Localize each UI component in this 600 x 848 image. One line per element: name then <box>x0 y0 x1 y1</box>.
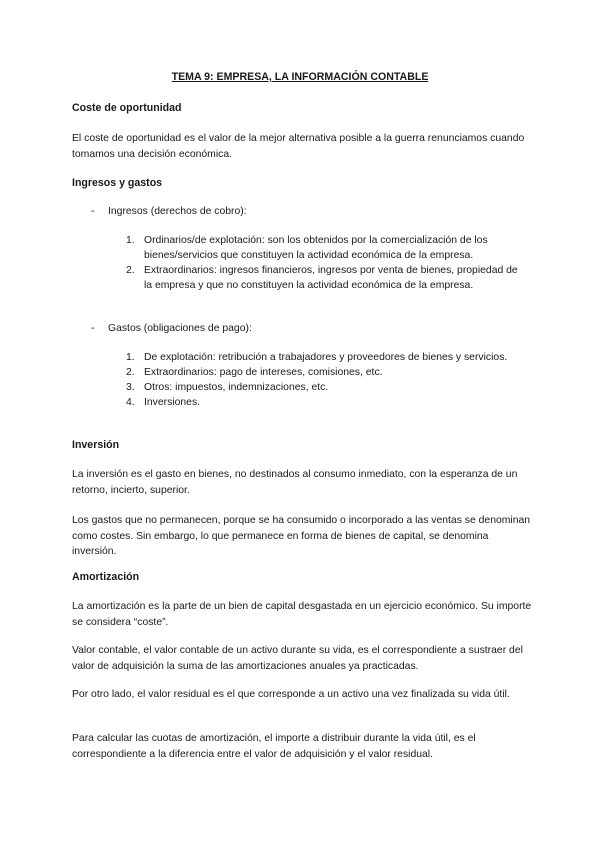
heading-inversion: Inversión <box>72 439 120 451</box>
heading-coste-oportunidad: Coste de oportunidad <box>72 102 182 114</box>
list-number: 1. <box>126 235 135 246</box>
bullet-gastos <box>91 321 252 337</box>
paragraph-amortizacion-4: Para calcular las cuotas de amortización, el importe a distribuir durante la vida útil, es el correspondiente a la diferencia entre el valor de adquisición y el valor residual. <box>72 733 476 760</box>
list-item <box>126 263 526 293</box>
list-item-text: Otros: impuestos, indemnizaciones, etc. <box>144 382 329 393</box>
heading-ingresos-gastos: Ingresos y gastos <box>72 177 163 189</box>
list-number: 3. <box>126 382 135 393</box>
bullet-gastos-label: Gastos (obligaciones de pago): <box>108 323 252 334</box>
list-item-text: Extraordinarios: ingresos financieros, ingresos por venta de bienes, propiedad de la empresa y que no constituyen la actividad económica de la empresa. <box>144 265 518 291</box>
list-item-text: De explotación: retribución a trabajadores y proveedores de bienes y servicios. <box>144 352 508 363</box>
list-item-text: Inversiones. <box>144 397 201 408</box>
bullet-dash: - <box>91 206 95 217</box>
bullet-ingresos <box>91 204 247 220</box>
list-item <box>126 380 526 395</box>
heading-amortizacion: Amortización <box>72 571 140 583</box>
list-item-text: Ordinarios/de explotación: son los obtenidos por la comercialización de los bienes/servicios que constituyen la actividad económica de la empresa. <box>144 235 488 261</box>
document-title: TEMA 9: EMPRESA, LA INFORMACIÓN CONTABLE <box>171 71 429 83</box>
list-item <box>126 365 526 380</box>
list-number: 1. <box>126 352 135 363</box>
list-item <box>126 395 526 410</box>
paragraph-amortizacion-3: Por otro lado, el valor residual es el que corresponde a un activo una vez finalizada su vida útil. <box>72 689 510 700</box>
list-item <box>126 350 526 365</box>
paragraph-coste-oportunidad: El coste de oportunidad es el valor de la mejor alternativa posible a la guerra renunciamos cuando tomamos una decisión económica. <box>72 133 525 160</box>
bullet-ingresos-label: Ingresos (derechos de cobro): <box>108 206 247 217</box>
list-number: 2. <box>126 367 135 378</box>
list-item-text: Extraordinarios: pago de intereses, comisiones, etc. <box>144 367 383 378</box>
list-ingresos <box>126 233 526 293</box>
paragraph-amortizacion-2: Valor contable, el valor contable de un activo durante su vida, es el correspondiente a sustraer del valor de adquisición la suma de las amortizaciones anuales ya practicadas. <box>72 645 523 672</box>
paragraph-inversion-2: Los gastos que no permanecen, porque se ha consumido o incorporado a las ventas se denominan como costes. Sin embargo, lo que permanece en forma de bienes de capital, se denomina inversión. <box>72 515 531 557</box>
list-number: 2. <box>126 265 135 276</box>
list-number: 4. <box>126 397 135 408</box>
list-gastos <box>126 350 526 410</box>
list-item <box>126 233 526 263</box>
paragraph-inversion-1: La inversión es el gasto en bienes, no destinados al consumo inmediato, con la esperanza de un retorno, incierto, superior. <box>72 469 518 496</box>
paragraph-amortizacion-1: La amortización es la parte de un bien de capital desgastada en un ejercicio económico. Su importe se considera “coste”. <box>72 601 532 628</box>
bullet-dash: - <box>91 323 95 334</box>
